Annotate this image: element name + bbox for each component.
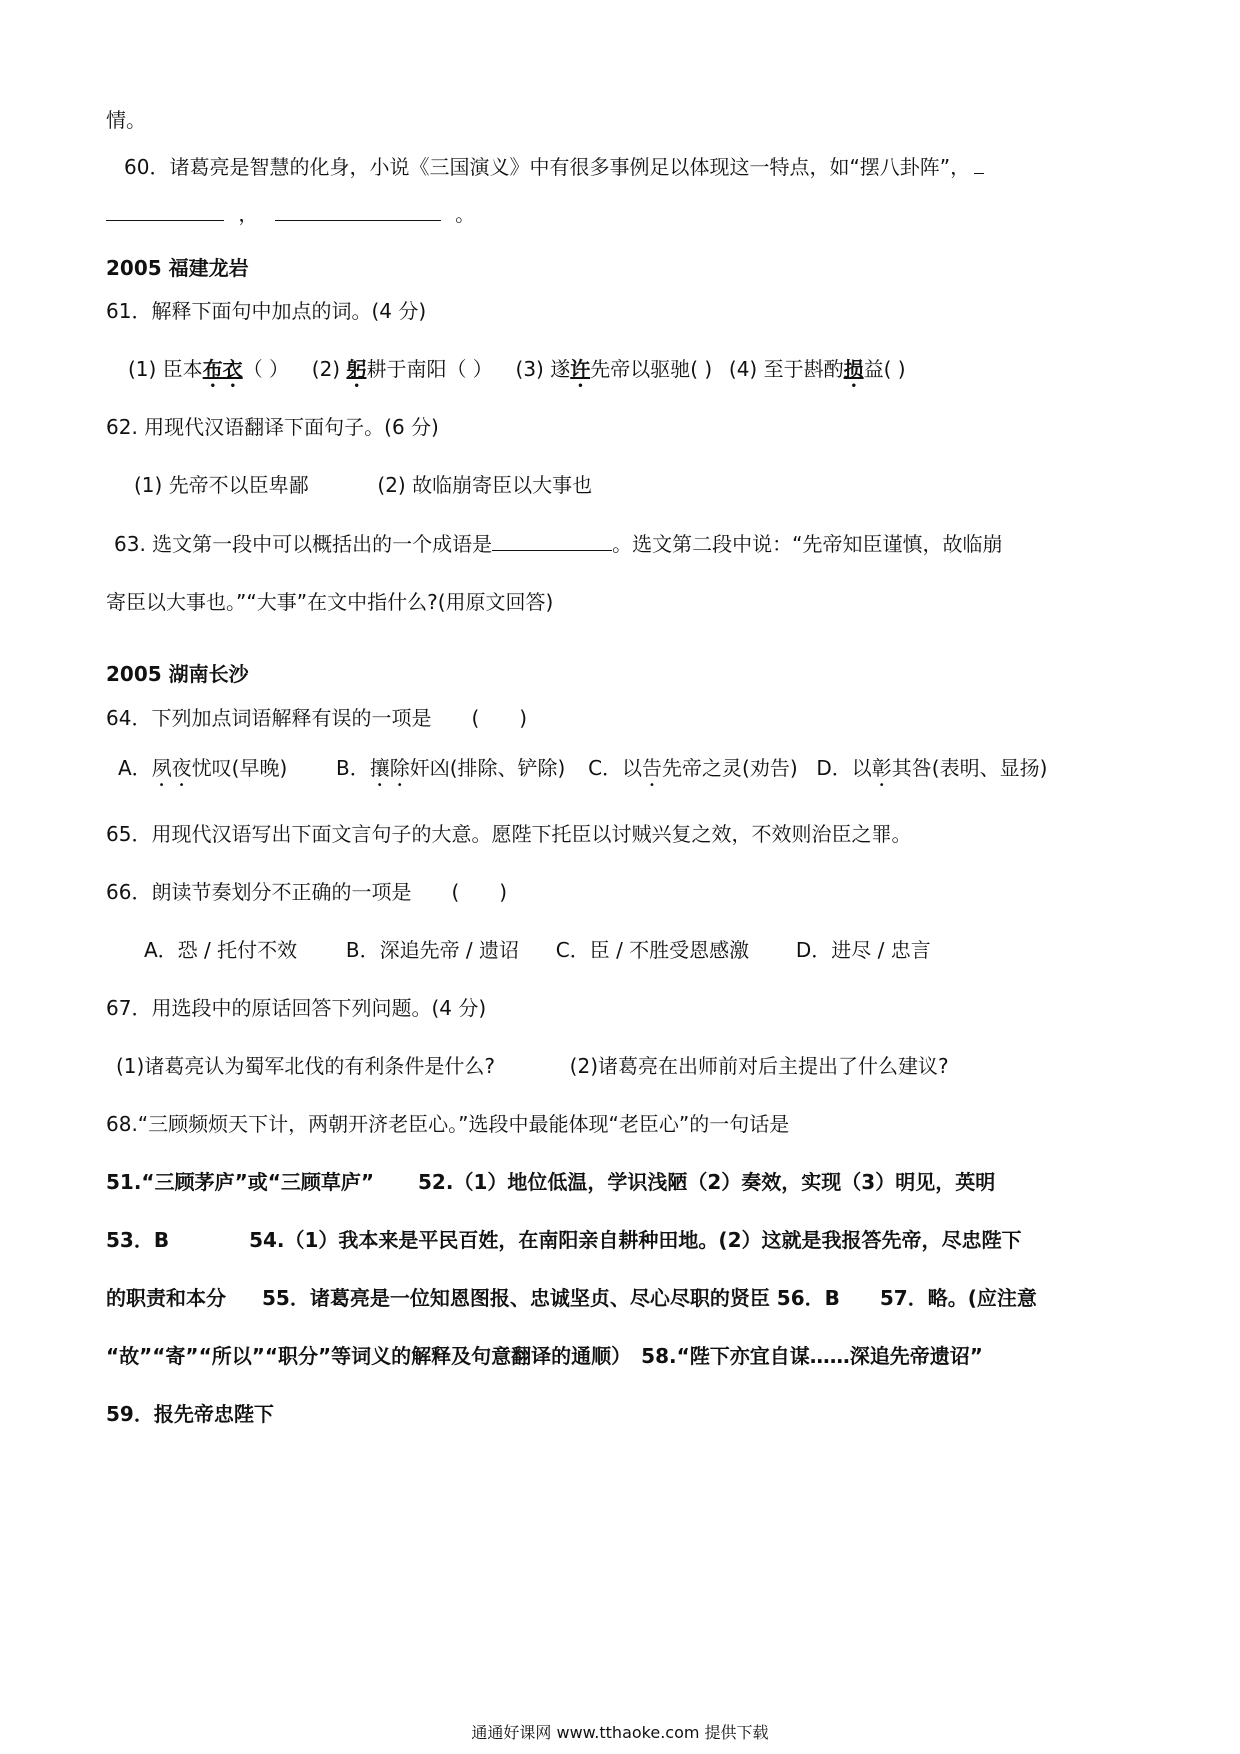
answer-57: 57．略。(应注意 xyxy=(879,1286,1037,1310)
answer-line-1 xyxy=(106,1168,995,1196)
question-61: 61．解释下面句中加点的词。(4 分) xyxy=(106,299,427,323)
item-2: (2) 躬耕于南阳（ ） xyxy=(311,357,493,381)
option-a: A．夙夜忧叹(早晚) xyxy=(118,756,288,780)
dotted-word: 损 xyxy=(843,357,864,381)
sub-question-2: (2)诸葛亮在出师前对后主提出了什么建议? xyxy=(569,1054,949,1078)
answer-55-56: 55．诸葛亮是一位知恩图报、忠诚坚贞、尽心尽职的贤臣 56．B xyxy=(262,1286,840,1310)
item-3: (3) 遂许先帝以驱驰( ) xyxy=(515,357,713,381)
question-67: 67．用选段中的原话回答下列问题。(4 分) xyxy=(106,996,487,1020)
period: 。 xyxy=(455,202,476,226)
option-b: B．攘除奸凶(排除、铲除) xyxy=(336,756,566,780)
option-d: D．以彰其咎(表明、显扬) xyxy=(816,756,1048,780)
question-62: 62. 用现代汉语翻译下面句子。(6 分) xyxy=(106,415,439,439)
question-60 xyxy=(124,153,984,181)
answer-line-3 xyxy=(106,1284,1037,1312)
answer-54-cont: 的职责和本分 xyxy=(106,1286,226,1310)
answer-52: 52.（1）地位低温，学识浅陋（2）奏效，实现（3）明见，英明 xyxy=(418,1170,996,1194)
question-63-cont: 寄臣以大事也。”“大事”在文中指什么?(用原文回答) xyxy=(106,590,554,614)
answer-54: 54.（1）我本来是平民百姓，在南阳亲自耕种田地。(2）这就是我报答先帝，尽忠陛下 xyxy=(249,1228,1022,1252)
sub-question-1: (1)诸葛亮认为蜀军北伐的有利条件是什么? xyxy=(116,1054,495,1078)
question-68: 68.“三顾频烦天下计，两朝开济老臣心。”选段中最能体现“老臣心”的一句话是 xyxy=(106,1112,790,1136)
option-a: A．恐 / 托付不效 xyxy=(144,938,298,962)
option-d: D．进尽 / 忠言 xyxy=(795,938,931,962)
dotted-word: 布衣 xyxy=(202,357,243,381)
item-2: (2) 故临崩寄臣以大事也 xyxy=(377,473,593,497)
question-66-options xyxy=(144,936,931,964)
section-heading-fujian: 2005 福建龙岩 xyxy=(106,256,249,280)
answer-53: 53．B xyxy=(106,1228,170,1252)
question-65: 65．用现代汉语写出下面文言句子的大意。愿陛下托臣以讨贼兴复之效，不效则治臣之罪。 xyxy=(106,822,912,846)
question-60-text: 60．诸葛亮是智慧的化身，小说《三国演义》中有很多事例足以体现这一特点，如“摆八卦阵”， xyxy=(124,155,971,179)
item-1: (1) 臣本布衣（ ） xyxy=(128,357,290,381)
answer-blank[interactable] xyxy=(275,200,441,221)
question-63: 63. 选文第一段中可以概括出的一个成语是 。选文第二段中说：“先帝知臣谨慎，故临崩 xyxy=(114,532,1003,556)
dotted-word: 夙夜 xyxy=(151,756,192,780)
question-66: 66．朗读节奏划分不正确的一项是 ( ) xyxy=(106,880,508,904)
answer-line-2 xyxy=(106,1226,1021,1254)
dotted-word: 许 xyxy=(570,357,591,381)
answer-line-4: “故”“寄”“所以”“职分”等词义的解释及句意翻译的通顺） 58.“陛下亦宜自谋……深追先帝遗诏” xyxy=(106,1344,983,1368)
option-c: C．臣 / 不胜受恩感激 xyxy=(555,938,750,962)
section-heading-hunan: 2005 湖南长沙 xyxy=(106,662,249,686)
dotted-word: 彰 xyxy=(871,756,892,780)
question-64: 64．下列加点词语解释有误的一项是 ( ) xyxy=(106,706,528,730)
text-line-top: 情。 xyxy=(106,108,146,132)
page-footer: 通通好课网 www.tthaoke.com 提供下载 xyxy=(471,1723,769,1742)
item-1: (1) 先帝不以臣卑鄙 xyxy=(134,473,309,497)
answer-blank[interactable] xyxy=(974,153,984,174)
dotted-word: 告 xyxy=(642,756,663,780)
option-b: B．深追先帝 / 遗诏 xyxy=(345,938,520,962)
question-61-items xyxy=(128,355,906,392)
separator: ， xyxy=(238,202,259,226)
item-4: (4) 至于斟酌损益( ) xyxy=(728,357,906,381)
option-c: C．以告先帝之灵(劝告) xyxy=(588,756,798,780)
question-64-options xyxy=(118,754,1047,791)
dotted-word: 攘除 xyxy=(369,756,410,780)
question-62-items xyxy=(134,471,592,499)
answer-blank[interactable] xyxy=(106,200,224,221)
question-60-blanks xyxy=(106,200,475,228)
answer-51: 51.“三顾茅庐”或“三顾草庐” xyxy=(106,1170,375,1194)
question-67-subs xyxy=(116,1052,949,1080)
answer-blank[interactable] xyxy=(492,530,612,551)
dotted-word: 躬 xyxy=(346,357,367,381)
answer-line-5: 59．报先帝忠陛下 xyxy=(106,1402,274,1426)
